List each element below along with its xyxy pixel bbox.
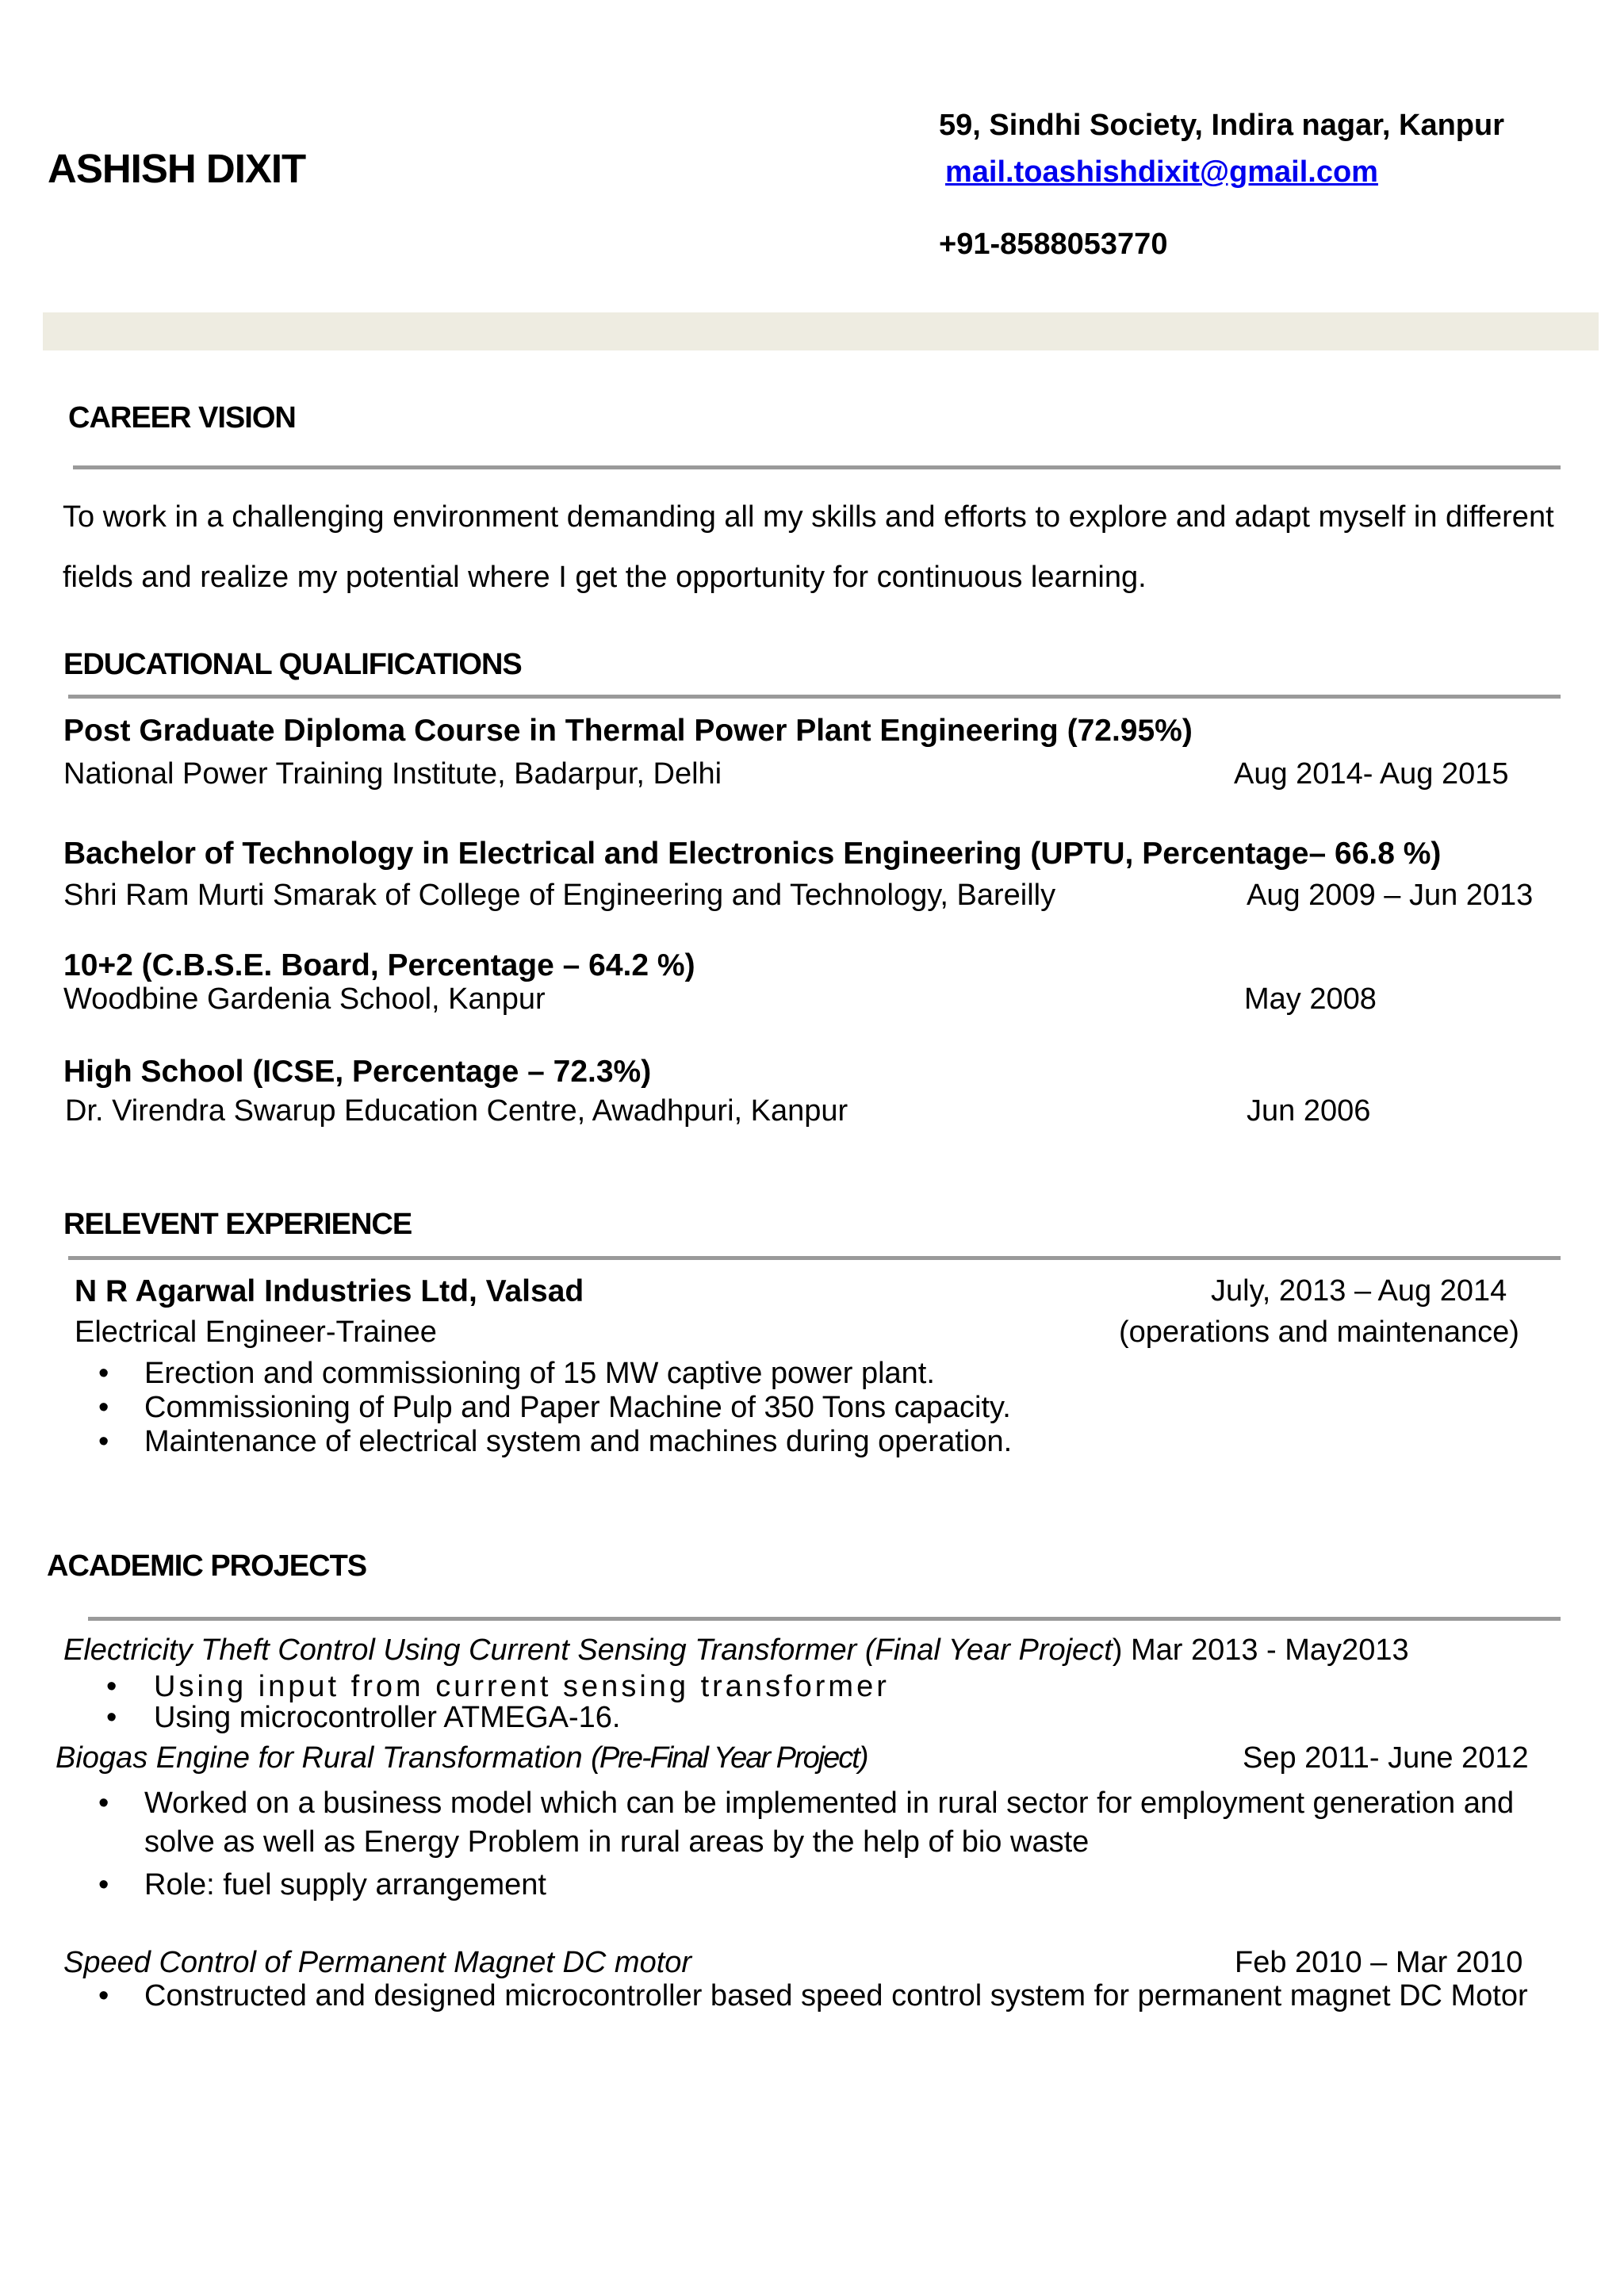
education-rule (68, 695, 1561, 699)
edu-title-btech: Bachelor of Technology in Electrical and Electronics Engineering (UPTU, Percentage– 66.8 %) (63, 837, 1442, 871)
list-item: • Maintenance of electrical system and machines during operation. (98, 1425, 1013, 1458)
email-link[interactable]: mail.toashishdixit@gmail.com (945, 155, 1378, 189)
project-3-bullets (63, 1980, 1554, 2012)
bullet-icon: • (98, 1391, 109, 1424)
bullet-icon: • (98, 1868, 109, 1901)
header-band (43, 312, 1599, 350)
career-heading: CAREER VISION (68, 401, 296, 435)
edu-institute-pgdc: National Power Training Institute, Badarpur, Delhi (63, 757, 722, 791)
project-2-title: Biogas Engine for Rural Transformation (56, 1741, 592, 1775)
project-1-date: Mar 2013 - May2013 (1122, 1633, 1409, 1667)
project-2-title-line (56, 1741, 868, 1775)
list-item: • Role: fuel supply arrangement (98, 1868, 546, 1901)
edu-title-10th: High School (ICSE, Percentage – 72.3%) (63, 1055, 652, 1089)
list-item: • Erection and commissioning of 15 MW captive power plant. (98, 1357, 935, 1390)
experience-date: July, 2013 – Aug 2014 (1211, 1274, 1507, 1308)
job-role: Electrical Engineer-Trainee (75, 1316, 437, 1349)
edu-date-btech: Aug 2009 – Jun 2013 (1247, 879, 1534, 912)
edu-institute-10th: Dr. Virendra Swarup Education Centre, Awadhpuri, Kanpur (65, 1094, 848, 1128)
edu-title-12th: 10+2 (C.B.S.E. Board, Percentage – 64.2 %) (63, 948, 695, 982)
bullet-icon: • (98, 1425, 109, 1458)
project-2-date: Sep 2011- June 2012 (1243, 1741, 1529, 1775)
project-1-title-line: Electricity Theft Control Using Current Sensing Transformer (Final Year Project) Mar 2013 - May2013 (63, 1633, 1409, 1667)
address: 59, Sindhi Society, Indira nagar, Kanpur (939, 109, 1505, 142)
project-3-title: Speed Control of Permanent Magnet DC motor (63, 1946, 692, 1979)
project-1-bullets (71, 1670, 890, 1735)
company-name: N R Agarwal Industries Ltd, Valsad (75, 1274, 584, 1308)
project-2-subtitle: (Pre-Final Year Project) (591, 1741, 868, 1775)
bullet-icon: • (98, 1979, 109, 2013)
job-area: (operations and maintenance) (1119, 1316, 1519, 1349)
experience-heading: RELEVENT EXPERIENCE (63, 1208, 412, 1241)
phone: +91-8588053770 (939, 228, 1168, 261)
career-rule (73, 465, 1561, 469)
bullet-icon: • (98, 1357, 109, 1390)
project-2-bullets (63, 1784, 1570, 1902)
career-text: To work in a challenging environment demanding all my skills and efforts to explore and adapt myself in different fields and realize my potential where I get the opportunity for continuous learning. (63, 500, 1554, 594)
list-item: • Constructed and designed microcontroller based speed control system for permanent magnet DC Motor (98, 1979, 1528, 2013)
experience-bullets (63, 1357, 1012, 1459)
project-3-date: Feb 2010 – Mar 2010 (1235, 1946, 1523, 1979)
edu-institute-12th: Woodbine Gardenia School, Kanpur (63, 982, 546, 1016)
edu-date-12th: May 2008 (1244, 982, 1377, 1016)
bullet-icon: • (106, 1701, 117, 1734)
experience-rule (68, 1256, 1561, 1260)
list-item: • Commissioning of Pulp and Paper Machine of 350 Tons capacity. (98, 1391, 1011, 1424)
edu-date-10th: Jun 2006 (1247, 1094, 1371, 1128)
edu-date-pgdc: Aug 2014- Aug 2015 (1234, 757, 1509, 791)
edu-institute-btech: Shri Ram Murti Smarak of College of Engineering and Technology, Bareilly (63, 879, 1056, 912)
projects-rule (88, 1617, 1561, 1621)
list-item: • Using microcontroller ATMEGA-16. (106, 1701, 621, 1734)
education-heading: EDUCATIONAL QUALIFICATIONS (63, 648, 522, 681)
projects-heading: ACADEMIC PROJECTS (47, 1549, 367, 1583)
list-item: • Using input from current sensing transformer (106, 1670, 890, 1703)
candidate-name: ASHISH DIXIT (48, 146, 306, 191)
project-1-title: Electricity Theft Control Using Current Sensing Transformer (Final Year Project (63, 1633, 1113, 1667)
list-item: • Worked on a business model which can be implemented in rural sector for employment generation and solve as well as Energy Problem in rural areas by the help of bio waste (63, 1784, 1570, 1862)
bullet-icon: • (106, 1670, 117, 1703)
bullet-icon: • (98, 1787, 109, 1820)
edu-title-pgdc: Post Graduate Diploma Course in Thermal Power Plant Engineering (72.95%) (63, 714, 1193, 748)
